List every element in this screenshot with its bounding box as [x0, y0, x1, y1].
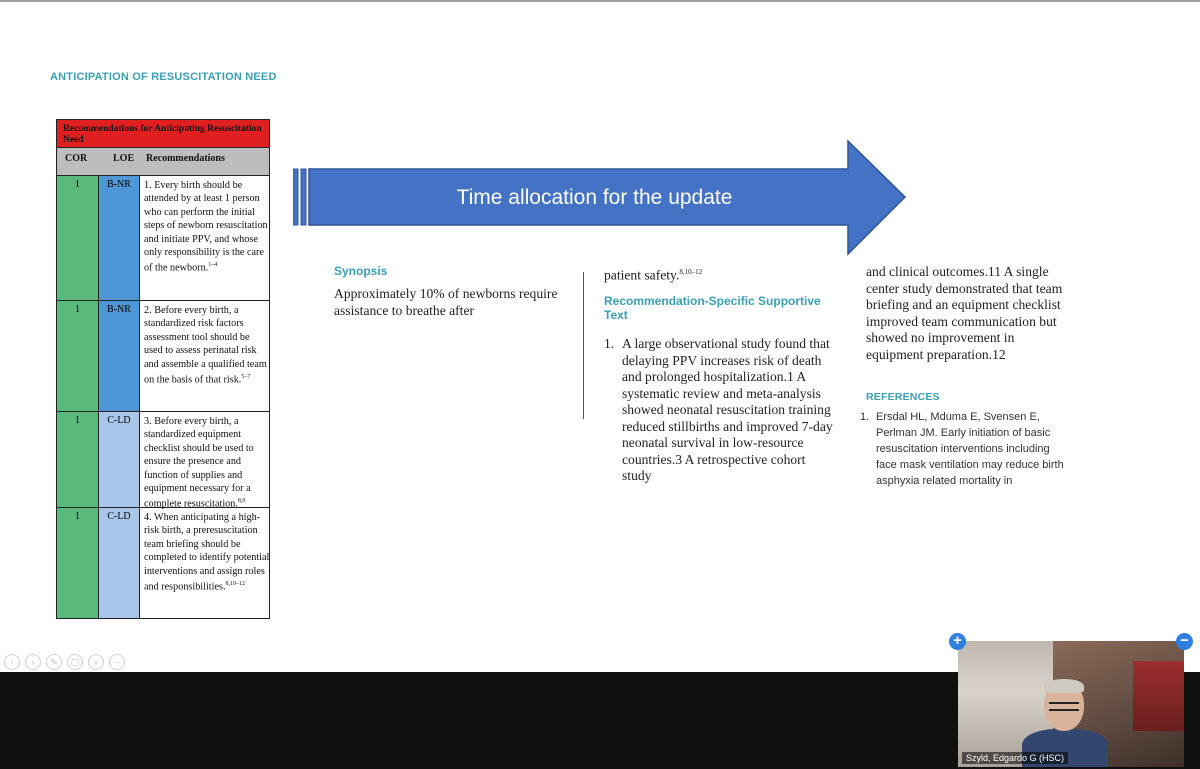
- recommendation-text: 1. Every birth should be attended by at least 1 person who can perform the initial steps of newborn resuscitation and initiate PPV, and whose only responsibility is the care of the newborn.$^{1-4}$: [144, 180, 268, 274]
- loe-cell: B-NR: [99, 176, 140, 300]
- cor-cell: 1: [57, 412, 99, 507]
- previous-slide-icon[interactable]: ‹: [4, 654, 20, 670]
- synopsis-text: Approximately 10% of newborns require assistance to breathe after: [334, 286, 558, 318]
- minimize-video-icon[interactable]: −: [1176, 633, 1193, 650]
- supportive-text-column: [604, 264, 834, 485]
- next-slide-icon[interactable]: ›: [25, 654, 41, 670]
- loe-cell: C-LD: [99, 412, 140, 507]
- column2-top-text: patient safety.$^{8,10-12}$: [604, 267, 703, 283]
- right-text-column: [860, 264, 1066, 489]
- participant-name-label: Szyld, Edgardo G (HSC): [962, 752, 1068, 764]
- pen-icon[interactable]: ✎: [46, 654, 62, 670]
- participant-hair: [1044, 679, 1084, 693]
- cor-cell: 1: [57, 508, 99, 618]
- table-row: [57, 412, 269, 508]
- synopsis-column: [334, 264, 574, 319]
- add-video-icon[interactable]: +: [949, 633, 966, 650]
- column3-top-text: and clinical outcomes.11 A single center study demonstrated that team briefing and an equipment checklist improved team communication but showed no improvement in equipment preparation.12: [866, 264, 1063, 362]
- list-item: 1. A large observational study found that delaying PPV increases risk of death and prolonged hospitalization.1 A systematic review and meta-analysis showed neonatal resuscitation training reduced stillbirths and improved 7-day neonatal survival in low-resource countries.3 A retrospective cohort study: [604, 336, 833, 484]
- cor-cell: 1: [57, 301, 99, 411]
- slide-heading: ANTICIPATION OF RESUSCITATION NEED: [50, 71, 277, 83]
- video-background-art: [1133, 661, 1184, 731]
- references-heading: REFERENCES: [866, 391, 940, 403]
- header-recommendations: Recommendations: [146, 153, 225, 164]
- supportive-text-heading: Recommendation-Specific Supportive Text: [604, 294, 821, 323]
- cor-cell: 1: [57, 176, 99, 300]
- more-options-icon[interactable]: ⋯: [109, 654, 125, 670]
- table-row: [57, 508, 269, 618]
- synopsis-heading: Synopsis: [334, 264, 388, 278]
- recommendation-text: 4. When anticipating a high-risk birth, a preresuscitation team briefing should be completed to identify potential interventions and assign roles and responsibilities.$^{8,10-12}$: [144, 512, 270, 593]
- participant-glasses: [1049, 702, 1079, 711]
- table-row: [57, 176, 269, 301]
- header-loe: LOE: [113, 153, 135, 164]
- zoom-icon[interactable]: ⌕: [88, 654, 104, 670]
- recommendations-table: [56, 119, 270, 619]
- loe-cell: C-LD: [99, 508, 140, 618]
- table-title: Recommendations for Anticipating Resuscitation Need: [57, 120, 269, 148]
- table-row: [57, 301, 269, 412]
- loe-cell: B-NR: [99, 301, 140, 411]
- arrow-label: Time allocation for the update: [456, 186, 733, 209]
- reference-item: 1. Ersdal HL, Mduma E, Svensen E, Perlman JM. Early initiation of basic resuscitation interventions including face mask ventilation may reduce birth asphyxia related mortality in: [860, 411, 1064, 487]
- slide-controls: [4, 654, 125, 670]
- presentation-slide: [0, 2, 1200, 672]
- column-divider: [583, 272, 584, 419]
- recommendation-text: 3. Before every birth, a standardized equipment checklist should be used to ensure the presence and function of supplies and equipment necessary for a complete resuscitation.$^{8,9}$: [144, 416, 254, 510]
- table-header-row: [57, 148, 269, 176]
- header-cor: COR: [65, 153, 88, 164]
- recommendation-text: 2. Before every birth, a standardized risk factors assessment tool should be used to assess perinatal risk and assemble a qualified team on the basis of that risk.$^{5-7}$: [144, 305, 267, 386]
- slides-grid-icon[interactable]: ▢: [67, 654, 83, 670]
- participant-video-tile[interactable]: [958, 641, 1184, 767]
